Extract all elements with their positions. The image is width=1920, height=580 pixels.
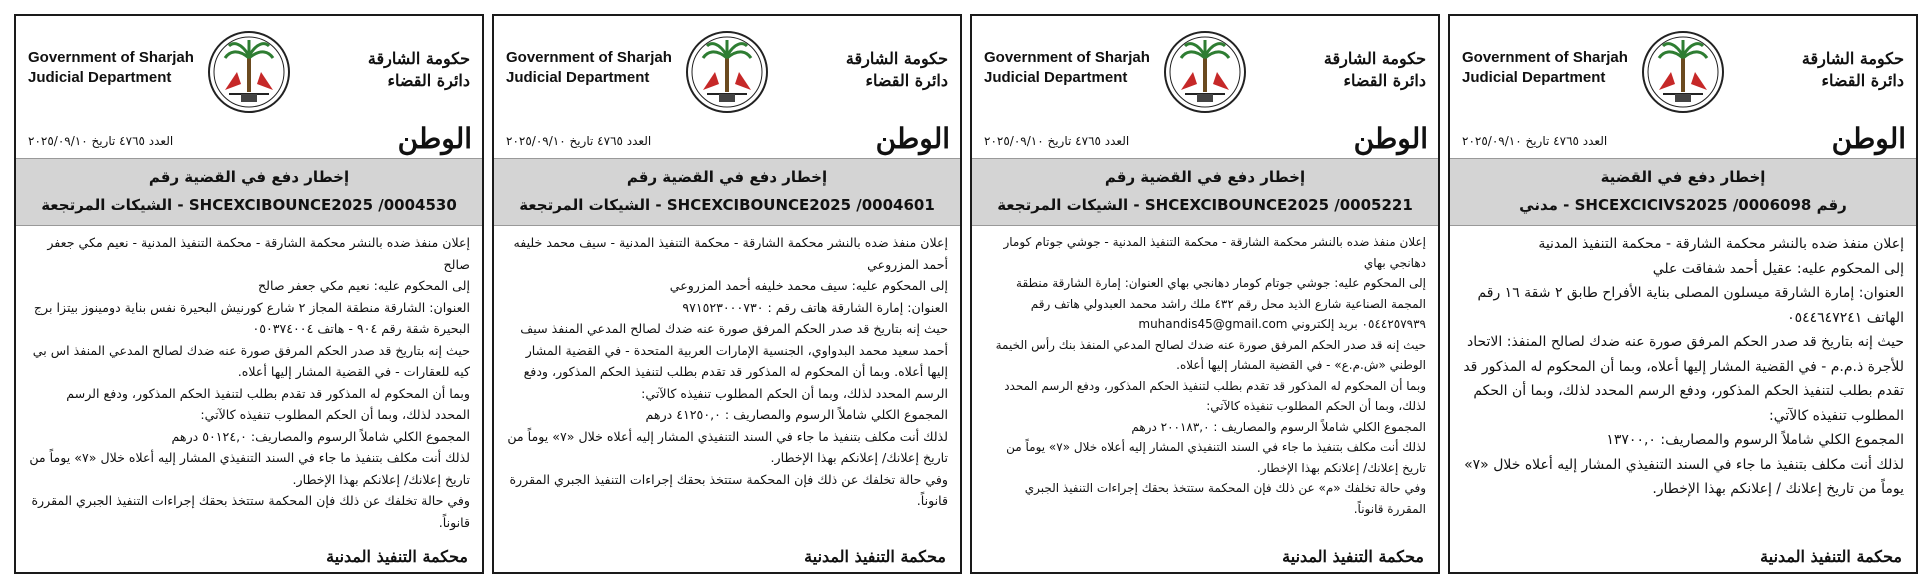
publication-strip: [1450, 124, 1916, 158]
issue-date: العدد ٤٧٦٥ تاريخ ٢٠٢٥/٠٩/١٠: [984, 134, 1130, 148]
notice-paragraph: العنوان: الشارقة منطقة المجاز ٢ شارع كورنيش البحيرة نفس بناية دومينوز بيتزا برج البحيرة شقة رقم ٩٠٤ - هاتف ٠٥٠٣٧٤٠٠٤: [33, 299, 470, 336]
notice-paragraph: المجموع الكلي شاملاً الرسوم والمصاريف: ١٣٧٠٠,٠: [1606, 432, 1904, 448]
government-name-en: Government of Sharjah Judicial Department: [984, 49, 1150, 86]
notice-paragraph: إعلان منفذ ضده بالنشر محكمة الشارقة - محكمة التنفيذ المدنية - جوشي جوتام كومار دهانجي بهاي: [1003, 235, 1426, 270]
notice-header: [494, 16, 960, 124]
notice-title: إخطار دفع في القضية رقم SHCEXCIBOUNCE2025 /0004601 - الشيكات المرتجعة: [494, 158, 960, 226]
notice-paragraph: وفي حالة تخلفك عن ذلك فإن المحكمة ستتخذ بحقك إجراءات التنفيذ الجبري المقررة قانوناً.: [31, 493, 470, 530]
notice-paragraph: حيث إنه قد صدر الحكم المرفق صورة عنه ضدك لصالح المدعي المنفذ بنك رأس الخيمة الوطني «ش.م.ع» - في القضية المشار إليها أعلاه.: [995, 337, 1426, 372]
newspaper-name: الوطن: [1831, 122, 1906, 155]
notice-paragraph: المجموع الكلي شاملاً الرسوم والمصاريف : ٤١٢٥٠,٠ درهم: [645, 407, 948, 422]
notice-paragraph: حيث إنه بتاريخ قد صدر الحكم المرفق صورة عنه ضدك لصالح المدعي المنفذ اس بي كيه للعقارات - في القضية المشار إليها أعلاه.: [32, 342, 470, 379]
notice-paragraph: العنوان: إمارة الشارقة ميسلون المصلى بناية الأفراح طابق ٢ شقة ١٦ رقم الهاتف ٠٥٤٤٦٤٧٢٤١: [1477, 285, 1904, 326]
issue-date: العدد ٤٧٦٥ تاريخ ٢٠٢٥/٠٩/١٠: [28, 134, 174, 148]
notice-paragraph: لذلك أنت مكلف بتنفيذ ما جاء في السند التنفيذي المشار إليه أعلاه خلال «٧» يوماً من تاريخ إعلانك/ إعلانكم بهذا الإخطار.: [29, 450, 470, 487]
publication-strip: [494, 124, 960, 158]
notice-title: إخطار دفع في القضية رقم SHCEXCICIVS2025 /0006098 - مدني: [1450, 158, 1916, 226]
publication-strip: [972, 124, 1438, 158]
notice-paragraph: العنوان: إمارة الشارقة هاتف رقم : ٩٧١٥٢٣٠٠٠٧٣٠: [682, 299, 948, 315]
notice-body: [16, 226, 482, 556]
notice-paragraph: وفي حالة تخلفك «م» عن ذلك فإن المحكمة ستتخذ بحقك إجراءات التنفيذ الجبري المقررة قانوناً.: [1024, 481, 1426, 516]
newspaper-name: الوطن: [1353, 122, 1428, 155]
government-name-en: Government of Sharjah Judicial Department: [506, 49, 672, 86]
issue-date: العدد ٤٧٦٥ تاريخ ٢٠٢٥/٠٩/١٠: [1462, 134, 1608, 148]
government-name-ar: حكومة الشارقة دائرة القضاء: [1323, 49, 1426, 90]
court-notice: [1448, 14, 1918, 574]
notice-body: [1450, 226, 1916, 556]
notice-body: [494, 226, 960, 556]
court-notice: [14, 14, 484, 574]
sharjah-emblem-icon: [685, 28, 769, 116]
notice-paragraph: لذلك أنت مكلف بتنفيذ ما جاء في السند التنفيذي المشار إليه أعلاه خلال «٧» يوماً من تاريخ إعلانك/ إعلانكم بهذا الإخطار.: [507, 428, 948, 465]
sharjah-emblem-icon: [1641, 28, 1725, 116]
government-name-ar: حكومة الشارقة دائرة القضاء: [845, 49, 948, 90]
notice-paragraph: وبما أن المحكوم له المذكور قد تقدم بطلب لتنفيذ الحكم المذكور، ودفع الرسم المحدد لذلك، وبما أن الحكم المطلوب تنفيذه كالآتي:: [1004, 378, 1426, 413]
notice-footer: محكمة التنفيذ المدنية: [1282, 547, 1424, 566]
notice-paragraph: إعلان منفذ ضده بالنشر محكمة الشارقة - محكمة التنفيذ المدنية: [1538, 236, 1904, 252]
notice-paragraph: المجموع الكلي شاملاً الرسوم والمصاريف : ٢٠٠١٨٣,٠ درهم: [1131, 419, 1426, 434]
notice-paragraph: لذلك أنت مكلف بتنفيذ ما جاء في السند التنفيذي المشار إليه أعلاه خلال «٧» يوماً من تاريخ إعلانك / إعلانكم بهذا الإخطار.: [1464, 456, 1904, 497]
sharjah-emblem-icon: [207, 28, 291, 116]
notice-paragraph: حيث إنه بتاريخ قد صدر الحكم المرفق صورة عنه ضدك لصالح المدعي المنفذ سيف أحمد سعيد محمد البدواوي، الجنسية الإمارات العربية المتحدة - في القضية المشار إليها أعلاه. وبما أن المحكوم له المذكور قد تقدم بطلب لتنفيذ الحكم المذكور، ودفع الرسم المحدد لذلك، وبما أن الحكم المطلوب تنفيذه كالآتي:: [520, 321, 948, 401]
government-name-en: Government of Sharjah Judicial Department: [1462, 49, 1628, 86]
notice-body: [972, 226, 1438, 556]
notice-title: إخطار دفع في القضية رقم SHCEXCIBOUNCE2025 /0004530 - الشيكات المرتجعة: [16, 158, 482, 226]
notice-header: [972, 16, 1438, 124]
notice-paragraph: إلى المحكوم عليه: عقيل أحمد شفاقت علي: [1652, 260, 1904, 277]
publication-strip: [16, 124, 482, 158]
notice-footer: محكمة التنفيذ المدنية: [326, 547, 468, 566]
government-name-ar: حكومة الشارقة دائرة القضاء: [1801, 49, 1904, 90]
notice-header: [16, 16, 482, 124]
issue-date: العدد ٤٧٦٥ تاريخ ٢٠٢٥/٠٩/١٠: [506, 134, 652, 148]
notice-header: [1450, 16, 1916, 124]
notice-paragraph: حيث إنه بتاريخ قد صدر الحكم المرفق صورة عنه ضدك لصالح المنفذ: الاتحاد للأجرة ذ.م.م - في القضية المشار إليها أعلاه، وبما أن المحكوم له المذكور قد تقدم بطلب لتنفيذ الحكم المذكور، ودفع الرسم المحدد لذلك، وبما أن الحكم المطلوب تنفيذه كالآتي:: [1463, 334, 1904, 424]
court-notice: [970, 14, 1440, 574]
government-name-ar: حكومة الشارقة دائرة القضاء: [367, 49, 470, 90]
court-notice: [492, 14, 962, 574]
sharjah-emblem-icon: [1163, 28, 1247, 116]
notice-paragraph: لذلك أنت مكلف بتنفيذ ما جاء في السند التنفيذي المشار إليه أعلاه خلال «٧» يوماً من تاريخ إعلانك/ إعلانكم بهذا الإخطار.: [1006, 440, 1426, 475]
notice-footer: محكمة التنفيذ المدنية: [804, 547, 946, 566]
newspaper-name: الوطن: [397, 122, 472, 155]
notice-paragraph: وبما أن المحكوم له المذكور قد تقدم بطلب لتنفيذ الحكم المذكور، ودفع الرسم المحدد لذلك، وبما أن الحكم المطلوب تنفيذه كالآتي:: [66, 385, 470, 422]
government-name-en: Government of Sharjah Judicial Department: [28, 49, 194, 86]
notice-title: إخطار دفع في القضية رقم SHCEXCIBOUNCE2025 /0005221 - الشيكات المرتجعة: [972, 158, 1438, 226]
notice-footer: محكمة التنفيذ المدنية: [1760, 547, 1902, 566]
notice-paragraph: المجموع الكلي شاملاً الرسوم والمصاريف: ٥٠١٢٤,٠ درهم: [171, 428, 470, 444]
notice-paragraph: إعلان منفذ ضده بالنشر محكمة الشارقة - محكمة التنفيذ المدنية - سيف محمد خليفه أحمد المزروعي: [513, 235, 948, 272]
notice-paragraph: وفي حالة تخلفك عن ذلك فإن المحكمة ستتخذ بحقك إجراءات التنفيذ الجبري المقررة قانوناً.: [509, 471, 948, 508]
notice-paragraph: إلى المحكوم عليه: نعيم مكي جعفر صالح: [258, 278, 470, 293]
notice-paragraph: إعلان منفذ ضده بالنشر محكمة الشارقة - محكمة التنفيذ المدنية - نعيم مكي جعفر صالح: [47, 235, 470, 272]
notice-paragraph: إلى المحكوم عليه: جوشي جوتام كومار دهانجي بهاي العنوان: إمارة الشارقة منطقة المجمة الصناعية شارع الذيد محل رقم ٤٣٢ ملك راشد محمد العبدولي هاتف رقم ٠٥٤٤٢٥٧٩٣٩ بريد إلكتروني muhandis45@gmail.com: [1016, 276, 1426, 331]
notice-paragraph: إلى المحكوم عليه: سيف محمد خليفه أحمد المزروعي: [669, 278, 948, 293]
newspaper-name: الوطن: [875, 122, 950, 155]
